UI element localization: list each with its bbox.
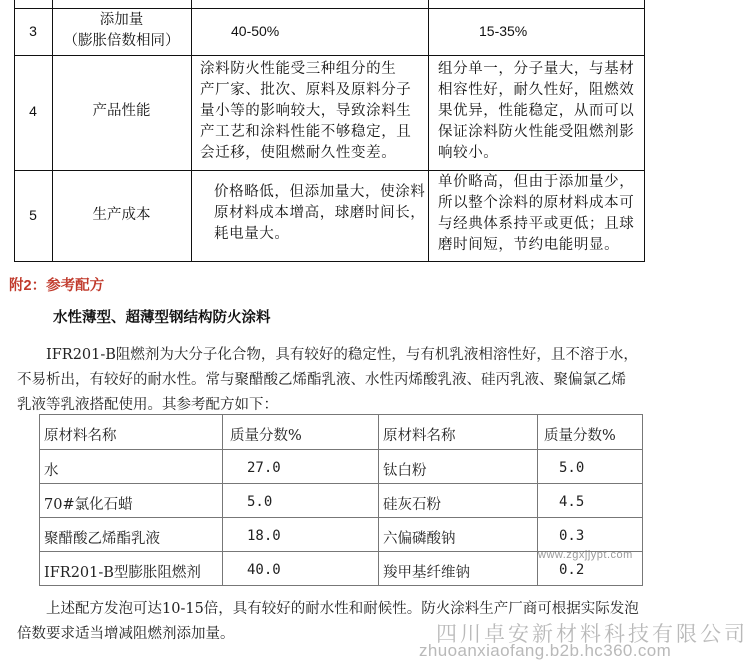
performance-text-a: 涂料防火性能受三种组分的生 产厂家、批次、原料及原料分子 量小等的影响较大，导致涂料生 产工艺和涂料性能不够稳定，且 会迁移，使阻燃耐久性变差。 [200, 61, 412, 161]
performance-text-b: 组分单一，分子量大，与基材 相容性好，耐久性好，阻燃效 果优异，性能稳定，从而可以 保证涂料防火性能受阻燃剂影 响较小。 [438, 61, 635, 161]
table-rule [39, 414, 643, 415]
table-cell-material: 水 [44, 463, 59, 479]
row-number: 4 [29, 103, 37, 119]
additive-amount-a: 40-50% [231, 23, 280, 39]
table-cell-fraction: 0.2 [559, 562, 585, 578]
table-rule [428, 0, 429, 262]
row-name-line: 添加量 [99, 12, 144, 28]
table-cell-fraction: 5.0 [247, 494, 273, 510]
column-header: 原材料名称 [44, 428, 117, 444]
table-cell-fraction: 0.3 [559, 528, 585, 544]
table-cell-material: 70#氯化石蜡 [44, 497, 133, 513]
table-cell-fraction: 18.0 [247, 528, 281, 544]
intro-line: IFR201-B阻燃剂为大分子化合物，具有较好的稳定性，与有机乳液相溶性好，且不溶于水， [46, 347, 638, 363]
comparison-table [14, 0, 645, 262]
table-rule [39, 585, 643, 586]
additive-amount-b: 15-35% [479, 23, 528, 39]
watermark-small-url: www.zgxjjypt.com [538, 549, 633, 561]
intro-line: 乳液等乳液搭配使用。其参考配方如下： [17, 397, 278, 413]
intro-line: 不易析出，有较好的耐水性。常与聚醋酸乙烯酯乳液、水性丙烯酸乳液、硅丙乳液、聚偏氯乙烯 [17, 372, 626, 388]
column-header: 原材料名称 [383, 428, 456, 444]
table-rule [39, 449, 643, 450]
watermark-url: zhuoanxiaofang.b2b.hc360.com [419, 641, 672, 660]
annex-title: 附2：参考配方 [9, 278, 105, 294]
table-cell-fraction: 40.0 [247, 562, 281, 578]
table-cell-material: 聚醋酸乙烯酯乳液 [44, 531, 160, 547]
column-header: 质量分数% [230, 428, 302, 444]
watermark-company: 四川卓安新材料科技有限公司 [436, 622, 748, 646]
table-cell-fraction: 4.5 [559, 494, 585, 510]
table-cell-fraction: 5.0 [559, 460, 585, 476]
table-rule [642, 414, 643, 586]
row-name: 生产成本 [92, 207, 151, 223]
cost-text-b: 单价略高，但由于添加量少， 所以整个涂料的原材料成本可 与经典体系持平或更低；且球 磨时间短，节约电能明显。 [438, 174, 635, 253]
table-rule [378, 414, 379, 586]
table-cell-material: 羧甲基纤维钠 [383, 565, 470, 581]
row-name: 产品性能 [92, 103, 151, 119]
table-rule [39, 483, 643, 484]
table-cell-material: 钛白粉 [383, 463, 427, 479]
row-name-line: （膨胀倍数相同） [63, 33, 180, 49]
table-rule [14, 170, 645, 171]
closing-line: 倍数要求适当增减阻燃剂添加量。 [17, 626, 235, 642]
row-number: 3 [29, 23, 37, 39]
table-rule [14, 55, 645, 56]
section-title: 水性薄型、超薄型钢结构防火涂料 [53, 310, 271, 326]
table-rule [39, 414, 40, 586]
closing-line: 上述配方发泡可达10-15倍，具有较好的耐水性和耐候性。防火涂料生产厂商可根据实际发泡 [46, 601, 639, 617]
table-rule [52, 0, 53, 262]
table-cell-material: 硅灰石粉 [383, 497, 441, 513]
table-rule [644, 0, 645, 262]
table-rule [222, 414, 223, 586]
table-rule [39, 517, 643, 518]
row-name [54, 10, 189, 52]
column-header: 质量分数% [544, 428, 616, 444]
row-number: 5 [29, 207, 37, 223]
table-cell-material: 六偏磷酸钠 [383, 531, 456, 547]
table-rule [14, 261, 645, 262]
table-cell-fraction: 27.0 [247, 460, 281, 476]
cost-text-a: 价格略低，但添加量大，使涂料 原材料成本增高，球磨时间长， 耗电量大。 [214, 184, 426, 242]
table-cell-material: IFR201-B型膨胀阻燃剂 [44, 565, 201, 581]
table-rule [191, 0, 192, 262]
table-rule [14, 8, 645, 9]
